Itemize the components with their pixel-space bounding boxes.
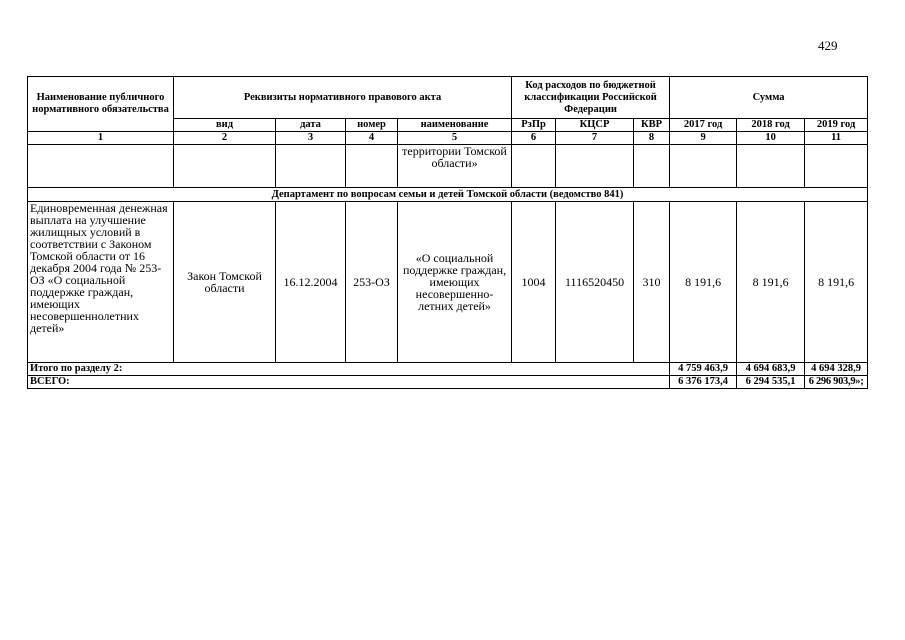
column-number: 7	[556, 132, 634, 145]
column-number: 6	[512, 132, 556, 145]
sum-2018-cell: 8 191,6	[737, 202, 805, 363]
sum-2017-cell: 8 191,6	[670, 202, 737, 363]
subheader-date: дата	[276, 119, 346, 132]
header-act-requisites: Реквизиты нормативного правового акта	[174, 77, 512, 119]
rzpr-cell: 1004	[512, 202, 556, 363]
grand-total-2019: 6 296 903,9»;	[805, 376, 868, 389]
subheader-2017: 2017 год	[670, 119, 737, 132]
subheader-2018: 2018 год	[737, 119, 805, 132]
header-row	[28, 77, 868, 119]
subheader-kcsr: КЦСР	[556, 119, 634, 132]
header-sum: Сумма	[670, 77, 868, 119]
subheader-2019: 2019 год	[805, 119, 868, 132]
section-total-label: Итого по разделу 2:	[28, 363, 670, 376]
column-number: 3	[276, 132, 346, 145]
department-title: Департамент по вопросам семьи и детей Томской области (ведомство 841)	[28, 188, 868, 202]
continuation-row	[28, 145, 868, 188]
subheader-rzpr: РзПр	[512, 119, 556, 132]
page-number: 429	[818, 38, 838, 53]
grand-total-row	[28, 376, 868, 389]
grand-total-2017: 6 376 173,4	[670, 376, 737, 389]
section-total-2017: 4 759 463,9	[670, 363, 737, 376]
act-name-cell: «О социальной поддержке граждан, имеющих несовершенно-летних детей»	[398, 202, 512, 363]
subheader-type: вид	[174, 119, 276, 132]
subheader-number: номер	[346, 119, 398, 132]
act-date-cell: 16.12.2004	[276, 202, 346, 363]
column-number: 10	[737, 132, 805, 145]
continuation-act-name: территории Томской области»	[398, 145, 512, 188]
kvr-cell: 310	[634, 202, 670, 363]
obligation-cell: Единовременная денежная выплата на улучшение жилищных условий в соответствии с Законом Томской области от 16 декабря 2004 года № 253-ОЗ «О социальной поддержке граждан, имеющих несовершеннолетних детей»	[28, 202, 174, 363]
section-total-2019: 4 694 328,9	[805, 363, 868, 376]
column-number: 4	[346, 132, 398, 145]
subheader-kvr: КВР	[634, 119, 670, 132]
act-number-cell: 253-ОЗ	[346, 202, 398, 363]
budget-table	[27, 76, 868, 389]
header-budget-code: Код расходов по бюджетной классификации Российской Федерации	[512, 77, 670, 119]
section-total-2018: 4 694 683,9	[737, 363, 805, 376]
department-row	[28, 188, 868, 202]
subheader-name: наименование	[398, 119, 512, 132]
column-number-row	[28, 132, 868, 145]
header-obligation-name: Наименование публичного нормативного обязательства	[28, 77, 174, 132]
section-total-row	[28, 363, 868, 376]
sum-2019-cell: 8 191,6	[805, 202, 868, 363]
column-number: 9	[670, 132, 737, 145]
act-type-cell: Закон Томской области	[174, 202, 276, 363]
column-number: 2	[174, 132, 276, 145]
grand-total-2018: 6 294 535,1	[737, 376, 805, 389]
column-number: 8	[634, 132, 670, 145]
kcsr-cell: 1116520450	[556, 202, 634, 363]
column-number: 5	[398, 132, 512, 145]
column-number: 11	[805, 132, 868, 145]
grand-total-label: ВСЕГО:	[28, 376, 670, 389]
column-number: 1	[28, 132, 174, 145]
table-row	[28, 202, 868, 363]
